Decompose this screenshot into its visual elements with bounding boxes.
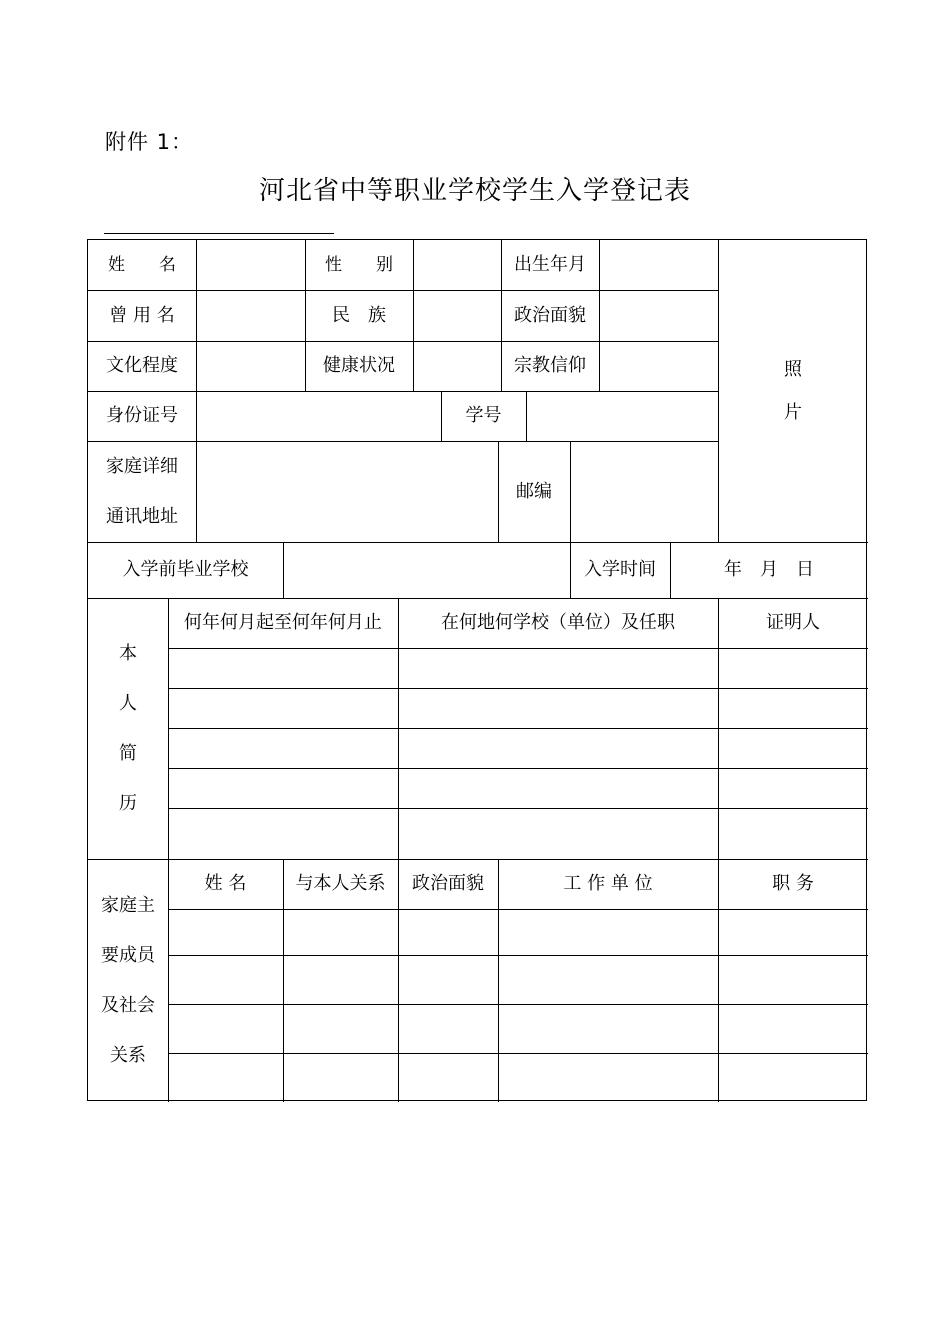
field-birth[interactable]	[599, 240, 718, 290]
label-postcode: 邮编	[516, 480, 552, 502]
resume-cell[interactable]	[398, 768, 718, 808]
resume-label-char: 人	[119, 692, 137, 714]
label-name: 姓 名	[108, 254, 176, 275]
label-ethnicity: 民 族	[332, 304, 386, 326]
photo-label-line1: 照	[784, 359, 802, 380]
family-cell[interactable]	[168, 909, 283, 955]
resume-cell[interactable]	[718, 768, 868, 808]
label-id-number: 身份证号	[106, 405, 178, 427]
label-address-line2: 通讯地址	[106, 505, 178, 527]
resume-label-char: 历	[119, 792, 137, 814]
family-cell[interactable]	[168, 955, 283, 1004]
resume-cell[interactable]	[398, 808, 718, 859]
family-cell[interactable]	[283, 1004, 398, 1053]
label-address	[88, 441, 196, 542]
resume-cell[interactable]	[398, 648, 718, 688]
field-health[interactable]	[413, 341, 501, 391]
label-address-line1: 家庭详细	[106, 455, 178, 477]
resume-cell[interactable]	[718, 728, 868, 768]
label-enroll-time: 入学时间	[584, 559, 656, 581]
family-cell[interactable]	[283, 909, 398, 955]
label-political: 政治面貌	[514, 304, 586, 326]
family-cell[interactable]	[718, 955, 868, 1004]
family-label-line: 家庭主	[101, 894, 155, 916]
attachment-label: 附件 1：	[105, 130, 194, 154]
family-header-name: 姓 名	[204, 873, 247, 895]
form-title: 河北省中等职业学校学生入学登记表	[258, 176, 691, 206]
family-cell[interactable]	[718, 1004, 868, 1053]
resume-header-place: 在何地何学校（单位）及任职	[441, 612, 675, 634]
label-previous-school: 入学前毕业学校	[122, 559, 249, 581]
family-cell[interactable]	[398, 1004, 498, 1053]
field-education[interactable]	[196, 341, 305, 391]
resume-header-witness: 证明人	[766, 612, 820, 634]
family-header-political: 政治面貌	[412, 873, 484, 895]
resume-cell[interactable]	[398, 688, 718, 728]
family-label-line: 关系	[110, 1044, 146, 1066]
field-former-name[interactable]	[196, 290, 305, 341]
field-gender[interactable]	[413, 240, 501, 290]
family-cell[interactable]	[718, 1053, 868, 1102]
family-label-line: 要成员	[101, 944, 155, 966]
label-student-no: 学号	[465, 405, 502, 427]
title-underline	[104, 233, 334, 234]
family-header-position: 职 务	[772, 873, 814, 895]
resume-cell[interactable]	[398, 728, 718, 768]
label-education: 文化程度	[106, 355, 178, 377]
photo-label-line2: 片	[784, 402, 802, 423]
family-cell[interactable]	[168, 1004, 283, 1053]
field-enroll-date[interactable]: 年 月 日	[724, 559, 814, 581]
resume-cell[interactable]	[718, 688, 868, 728]
resume-section-label	[88, 598, 168, 859]
family-cell[interactable]	[398, 955, 498, 1004]
resume-cell[interactable]	[168, 808, 398, 859]
label-former-name: 曾 用 名	[109, 304, 175, 326]
resume-cell[interactable]	[168, 648, 398, 688]
label-health: 健康状况	[323, 355, 395, 377]
resume-cell[interactable]	[168, 768, 398, 808]
field-ethnicity[interactable]	[413, 290, 501, 341]
photo-area[interactable]	[718, 240, 868, 542]
family-cell[interactable]	[398, 909, 498, 955]
family-label-line: 及社会	[101, 994, 155, 1016]
resume-header-period: 何年何月起至何年何月止	[184, 612, 382, 634]
resume-cell[interactable]	[718, 648, 868, 688]
label-birth: 出生年月	[514, 254, 586, 276]
family-cell[interactable]	[718, 909, 868, 955]
resume-label-char: 本	[119, 642, 137, 664]
field-religion[interactable]	[599, 341, 718, 391]
resume-cell[interactable]	[168, 728, 398, 768]
field-political[interactable]	[599, 290, 718, 341]
label-gender: 性 别	[325, 254, 393, 275]
resume-cell[interactable]	[168, 688, 398, 728]
field-student-no[interactable]	[526, 391, 718, 441]
field-postcode[interactable]	[570, 441, 718, 542]
family-cell[interactable]	[498, 955, 718, 1004]
family-cell[interactable]	[498, 909, 718, 955]
registration-form	[87, 239, 867, 1101]
family-cell[interactable]	[498, 1053, 718, 1102]
resume-label-char: 简	[119, 742, 137, 764]
field-name[interactable]	[196, 240, 305, 290]
resume-cell[interactable]	[718, 808, 868, 859]
field-address[interactable]	[196, 441, 498, 542]
field-previous-school[interactable]	[283, 542, 570, 598]
family-cell[interactable]	[283, 1053, 398, 1102]
family-section-label	[88, 859, 168, 1102]
label-religion: 宗教信仰	[514, 355, 586, 377]
family-cell[interactable]	[398, 1053, 498, 1102]
family-cell[interactable]	[498, 1004, 718, 1053]
family-cell[interactable]	[168, 1053, 283, 1102]
field-id-number[interactable]	[196, 391, 441, 441]
family-header-workplace: 工 作 单 位	[563, 873, 653, 895]
family-cell[interactable]	[283, 955, 398, 1004]
family-header-relation: 与本人关系	[295, 873, 386, 895]
